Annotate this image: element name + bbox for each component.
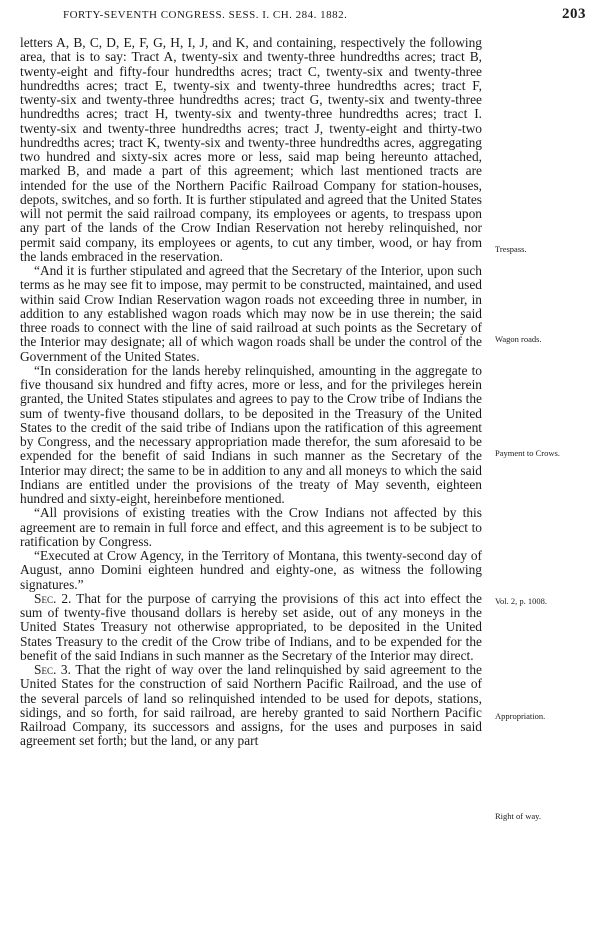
margin-note-trespass: Trespass. (495, 244, 527, 254)
paragraph-section-3 (20, 663, 482, 749)
paragraph-consideration: “In consideration for the lands hereby relinquished, amounting in the aggregate to five thousand six hundred and fifty acres, more or less, and for the privileges herein granted, the United States stipulates and agrees to pay to the Crow tribe of Indians the sum of twenty-five thousand dollars, to be deposited in the Treasury of the United States to the credit of the said tribe of Indians upon the ratification of this agreement by Congress, and the necessary appropriation made therefor, the sum aforesaid to be expended for the benefit of said Indians in such manner as the Secretary of the Interior may direct; the same to be in addition to any and all moneys to which the said Indians are entitled under the provisions of the treaty of May seventh, eighteen hundred and sixty-eight, hereinbefore mentioned. (20, 362, 482, 506)
running-head-title: FORTY-SEVENTH CONGRESS. SESS. I. CH. 284. 1882. (63, 9, 348, 21)
section-2-text: That for the purpose of carrying the provisions of this act into effect the sum of twenty-five thousand dollars is hereby set aside, out of any moneys in the United States Treasury not otherwise appropriated, to be deposited in the United States Treasury to the credit of the Crow tribe of Indians, and to be expended for the benefit of the said Indians in such manner as the Secretary of the Interior may direct. (20, 590, 482, 663)
paragraph-existing-treaties: “All provisions of existing treaties with the Crow Indians not affected by this agreement are to remain in full force and effect, and this agreement is to be subject to ratification by Congress. (20, 505, 482, 549)
margin-note-right-of-way: Right of way. (495, 811, 541, 821)
section-3-label: Sec. 3. (34, 662, 71, 677)
margin-note-payment: Payment to Crows. (495, 448, 560, 458)
section-3-text: That the right of way over the land relinquished by said agreement to the United States for the construction of said Northern Pacific Railroad, and the use of the several parcels of land so relinquished intended to be used for depots, stations, sidings, and so forth, for said railroad, are hereby granted to said Northern Pacific Railroad Company, its successors and assigns, for the uses and purposes in said agreement set forth; but the land, or any part (20, 662, 483, 749)
body-text (20, 36, 482, 749)
paragraph-executed: “Executed at Crow Agency, in the Territory of Montana, this twenty-second day of August, anno Domini eighteen hundred and eighty-one, as witness the following signatures.” (20, 548, 482, 592)
section-2-label: Sec. 2. (34, 590, 72, 606)
margin-note-reference: Vol. 2, p. 1008. (495, 596, 548, 606)
margin-note-wagon-roads: Wagon roads. (495, 334, 542, 344)
paragraph-section-2 (20, 592, 482, 663)
paragraph-wagon-roads: “And it is further stipulated and agreed that the Secretary of the Interior, upon such terms as he may see fit to impose, may permit to be constructed, maintained, and used within said Crow Indian Reservation wagon roads not exceeding three in number, in addition to any established wagon roads which may now be in use therein; the said three roads to connect with the line of said railroad at such points as the Secretary of the Interior may designate; all of which wagon roads shall be under the control of the Government of the United States. (20, 263, 482, 364)
margin-note-appropriation: Appropriation. (495, 711, 546, 721)
running-head (0, 6, 600, 26)
page-number: 203 (562, 6, 586, 22)
paragraph-tract-areas: letters A, B, C, D, E, F, G, H, I, J, and K, and containing, respectively the following area, that is to say: Tract A, twenty-six and twenty-three hundredths acres; tract B, twenty-eight and fifty-four hundredths acres; tract C, twenty-six and twenty-three hundredths acres; tract E, twenty-six and twenty-three hundredths acres; tract F, twenty-six and twenty-three hundredths acres; tract G, twenty-six and twenty-three hundredths acres; tract H, twenty-six and twenty-three hundredths acres; tract I. twenty-six and twenty-three hundredths acres; tract J, twenty-eight and thirty-two hundredths acres; tract K, twenty-six and twenty-three hundredths acres, aggregating two hundred and sixty-six acres more or less, said map being hereunto attached, marked B, and made a part of this agreement; which last mentioned tracts are intended for the use of the Northern Pacific Railroad Company for station-houses, depots, switches, and so forth. It is further stipulated and agreed that the United States will not permit the said railroad company, its employees or agents, to trespass upon any part of the lands of the Crow Indian Reservation not hereby relinquished, nor permit said company, its employees or agents, to cut any timber, wood, or hay from the lands embraced in the reservation. (20, 35, 482, 264)
